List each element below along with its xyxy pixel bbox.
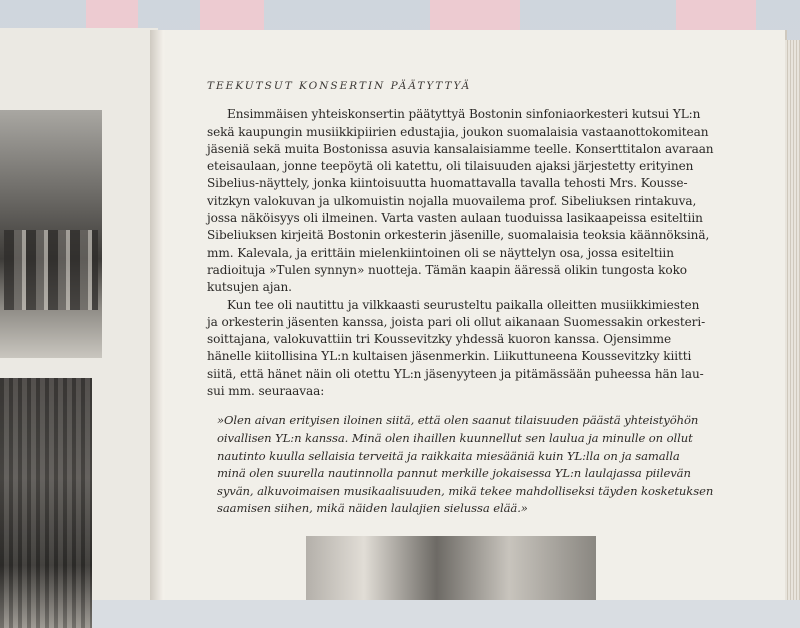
- text-line: Sibeliuksen kirjeitä Bostonin orkesterin jäsenille, suomalaisia teoksia käännöksinä,: [207, 228, 710, 243]
- paragraph-1: [207, 106, 714, 296]
- quotation: [217, 412, 714, 518]
- text-line: jossa näköisyys oli ilmeinen. Varta vasten aulaan tuoduissa lasikaapeissa esiteltiin: [207, 211, 703, 226]
- page-text: [207, 78, 714, 518]
- quote-line: minä olen suurella nautinnolla pannut merkille jokaisessa YL:n laulajassa piilevän: [217, 466, 691, 481]
- sticky-tab: [676, 0, 756, 30]
- text-line: eteisaulaan, jonne teepöytä oli katettu, oli tilaisuuden ajaksi järjestetty erityinen: [207, 159, 694, 174]
- text-line: siitä, että hänet näin oli otettu YL:n jäsenyyteen ja pitämässään puheessa hän lau-: [207, 366, 704, 381]
- quote-line: oivallisen YL:n kanssa. Minä olen ihaillen kuunnellut sen laulua ja minulle on ollut: [217, 430, 693, 445]
- text-line: jäseniä sekä muita Bostonissa asuvia kansalaisiamme teelle. Konserttitalon avaraan: [207, 141, 714, 156]
- text-line: sekä kaupungin musiikkipiirien edustajia, joukon suomalaisia vastaanottokomitean: [207, 124, 709, 139]
- text-line: vitzkyn valokuvan ja ulkomuistin nojalla muovailema prof. Sibeliuksen rintakuva,: [207, 193, 697, 208]
- page-edges: [785, 40, 800, 600]
- running-head: TEEKUTSUT KONSERTIN PÄÄTYTTYÄ: [207, 80, 472, 92]
- text-line: radioituja »Tulen synnyn» nuotteja. Tämän kaapin ääressä olikin tungosta koko: [207, 262, 687, 277]
- left-page: [0, 28, 158, 600]
- text-line: mm. Kalevala, ja erittäin mielenkiintoinen oli se näyttelyn osa, jossa esiteltiin: [207, 245, 674, 260]
- text-line: Sibelius-näyttely, jonka kiintoisuutta huomattavalla tavalla tehosti Mrs. Kousse-: [207, 176, 688, 191]
- quote-line: nautinto kuulla sellaisia terveitä ja raikkaita miesääniä kuin YL:lla on ja samalla: [217, 448, 680, 463]
- sticky-tab: [200, 0, 264, 30]
- sticky-tab: [430, 0, 520, 34]
- photograph-reception: [0, 110, 102, 358]
- text-line: sui mm. seuraavaa:: [207, 384, 325, 399]
- text-line: Ensimmäisen yhteiskonsertin päätyttyä Bostonin sinfoniaorkesteri kutsui YL:n: [227, 107, 701, 122]
- quote-line: syvän, alkuvoimaisen musikaalisuuden, mikä tekee mahdolliseksi täyden kosketuksen: [217, 483, 714, 498]
- photograph-bottom: [306, 536, 596, 600]
- text-line: hänelle kiitollisina YL:n kultaisen jäsenmerkin. Liikuttuneena Koussevitzky kiitti: [207, 349, 692, 364]
- paragraph-2: [207, 297, 706, 401]
- quote-line: »Olen aivan erityisen iloinen siitä, että olen saanut tilaisuuden päästä yhteistyöhön: [217, 413, 699, 428]
- text-line: kutsujen ajan.: [207, 280, 292, 295]
- text-line: ja orkesterin jäsenten kanssa, joista pari oli ollut aikanaan Suomessakin orkesteri-: [207, 314, 706, 329]
- photograph-interior: [0, 378, 92, 628]
- text-line: soittajana, valokuvattiin tri Koussevitzky yhdessä kuoron kanssa. Ojensimme: [207, 332, 672, 347]
- text-line: Kun tee oli nautittu ja vilkkaasti seurusteltu paikalla olleitten musiikkimiesten: [227, 297, 700, 312]
- quote-line: saamisen siihen, mikä näiden laulajien sielussa elää.»: [217, 501, 528, 516]
